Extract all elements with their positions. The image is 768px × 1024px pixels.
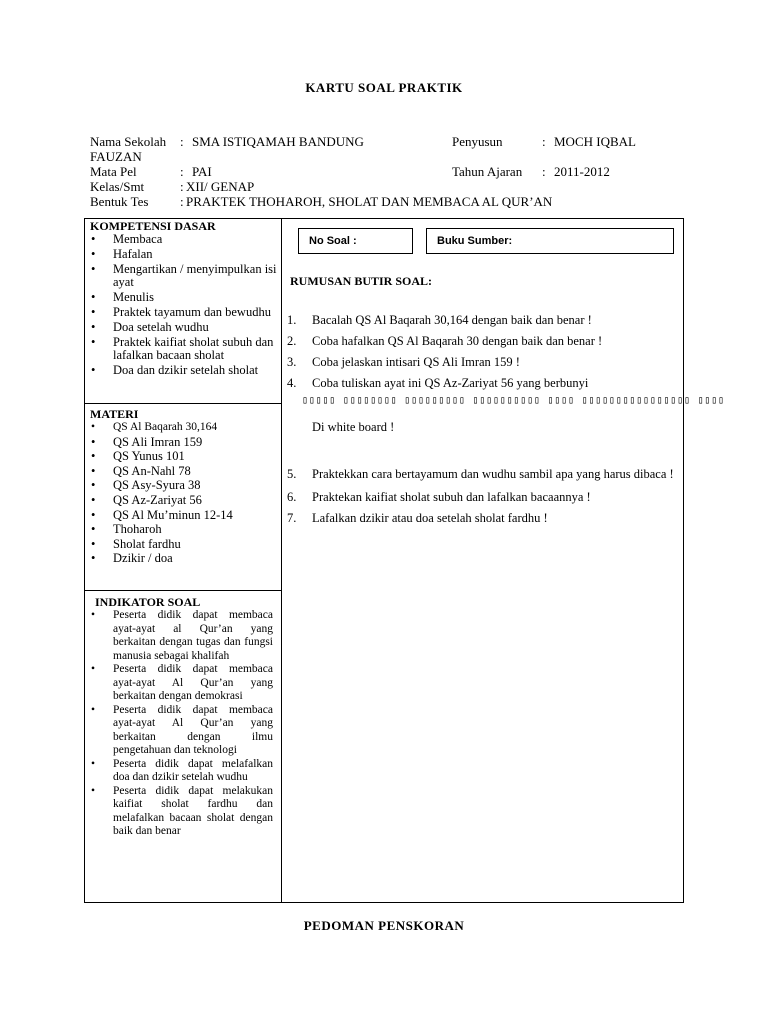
question-text: Lafalkan dzikir atau doa setelah sholat fardhu ! [312, 511, 548, 525]
question-item [287, 462, 679, 487]
header-row-subject [90, 164, 700, 179]
author-colon: : [542, 134, 546, 149]
list-item: • QS Yunus 101 [85, 450, 281, 463]
materi-section [85, 404, 281, 591]
question-number: 3. [287, 355, 297, 369]
question-text: Praktekkan cara bertayamum dan wudhu sambil apa yang harus dibaca ! [312, 467, 674, 481]
list-item: • Membaca [85, 233, 281, 246]
list-item: • QS Al Baqarah 30,164 [85, 421, 281, 434]
indikator-section [85, 591, 281, 904]
author-value-cont: FAUZAN [90, 149, 142, 164]
class-label: Kelas/Smt [90, 179, 145, 194]
list-item: • Doa dan dzikir setelah sholat [85, 364, 281, 377]
list-item: • Menulis [85, 291, 281, 304]
no-soal-box: No Soal : [298, 228, 413, 254]
indikator-list [85, 609, 281, 839]
list-item: • Praktek kaifiat sholat subuh dan lafalkan bacaan sholat [85, 336, 281, 362]
list-item: • QS Ali Imran 159 [85, 436, 281, 449]
list-item: • Peserta didik dapat melafalkan doa dan dzikir setelah wudhu [85, 758, 281, 785]
class-value: XII/ GENAP [186, 179, 255, 194]
list-item: • QS Az-Zariyat 56 [85, 494, 281, 507]
subject-colon: : [180, 164, 184, 179]
year-colon: : [542, 164, 546, 179]
materi-list [85, 421, 281, 565]
school-colon: : [180, 134, 184, 149]
question-number: 4. [287, 376, 297, 390]
kompetensi-section [85, 219, 281, 404]
header-row-test [90, 194, 700, 209]
test-value: PRAKTEK THOHAROH, SHOLAT DAN MEMBACA AL QUR’AN [186, 194, 553, 209]
header-row-author-cont [90, 149, 700, 164]
year-value: 2011-2012 [554, 164, 610, 179]
question-list [287, 313, 725, 533]
white-board-note: Di white board ! [312, 420, 395, 434]
question-item [287, 512, 679, 525]
left-column [85, 219, 282, 902]
question-text: Bacalah QS Al Baqarah 30,164 dengan baik dan benar ! [312, 313, 592, 327]
class-colon: : [180, 179, 184, 194]
subject-label: Mata Pel [90, 164, 137, 179]
list-item: • Dzikir / doa [85, 552, 281, 565]
year-label: Tahun Ajaran [452, 164, 523, 179]
question-number: 2. [287, 334, 297, 348]
question-card-table [84, 218, 725, 903]
question-item [287, 491, 679, 504]
kompetensi-list [85, 233, 281, 377]
question-text: Praktekan kaifiat sholat subuh dan lafalkan bacaannya ! [312, 490, 591, 504]
school-value: SMA ISTIQAMAH BANDUNG [192, 134, 364, 149]
test-label: Bentuk Tes [90, 194, 149, 209]
header-row-school [90, 134, 700, 149]
list-item: • Hafalan [85, 248, 281, 261]
question-item [287, 377, 679, 390]
question-text: Coba jelaskan intisari QS Ali Imran 159 ! [312, 355, 520, 369]
school-label: Nama Sekolah [90, 134, 167, 149]
header-row-class [90, 179, 700, 194]
author-value: MOCH IQBAL [554, 134, 636, 149]
materi-heading: MATERI [90, 407, 139, 421]
question-number: 7. [287, 511, 297, 525]
list-item: • Mengartikan / menyimpulkan isi ayat [85, 263, 281, 289]
scoring-guide-title: PEDOMAN PENSKORAN [303, 918, 465, 933]
test-colon: : [180, 194, 184, 209]
indikator-heading: INDIKATOR SOAL [95, 595, 201, 609]
list-item: • QS Al Mu’minun 12-14 [85, 509, 281, 522]
question-number: 1. [287, 313, 297, 327]
list-item: • Praktek tayamum dan bewudhu [85, 306, 281, 319]
question-item [287, 314, 679, 327]
question-text: Coba hafalkan QS Al Baqarah 30 dengan baik dan benar ! [312, 334, 603, 348]
question-text: Coba tuliskan ayat ini QS Az-Zariyat 56 yang berbunyi [312, 376, 589, 390]
page-title: KARTU SOAL PRAKTIK [305, 80, 463, 95]
list-item: • Doa setelah wudhu [85, 321, 281, 334]
question-item [287, 335, 679, 348]
question-item [287, 356, 679, 369]
list-item: • Peserta didik dapat melakukan kaifiat sholat fardhu dan melafalkan bacaan sholat dengan baik dan benar [85, 785, 281, 839]
kompetensi-heading: KOMPETENSI DASAR [90, 219, 216, 233]
buku-sumber-box: Buku Sumber: [426, 228, 674, 254]
author-label: Penyusun [452, 134, 503, 149]
list-item: • Peserta didik dapat membaca ayat-ayat Al Qur’an yang berkaitan dengan demokrasi [85, 663, 281, 704]
subject-value: PAI [192, 164, 212, 179]
question-number: 6. [287, 490, 297, 504]
arabic-verse: ▯▯▯▯▯ ▯▯▯▯▯▯▯▯ ▯▯▯▯▯▯▯▯▯ ▯▯▯▯▯▯▯▯▯▯ ▯▯▯▯ ▯▯▯▯▯▯▯▯▯▯▯▯▯▯▯▯ ▯▯▯▯ [302, 395, 725, 406]
list-item: • Sholat fardhu [85, 538, 281, 551]
list-item: • Peserta didik dapat membaca ayat-ayat al Qur’an yang berkaitan dengan tugas dan fungsi manusia sebagai khalifah [85, 609, 281, 663]
list-item: • Peserta didik dapat membaca ayat-ayat Al Qur’an yang berkaitan dengan ilmu pengetahuan dan teknologi [85, 704, 281, 758]
rumusan-heading: RUMUSAN BUTIR SOAL: [290, 274, 433, 288]
header-info [90, 134, 700, 209]
list-item: • Thoharoh [85, 523, 281, 536]
list-item: • QS Asy-Syura 38 [85, 479, 281, 492]
list-item: • QS An-Nahl 78 [85, 465, 281, 478]
question-number: 5. [287, 467, 297, 481]
